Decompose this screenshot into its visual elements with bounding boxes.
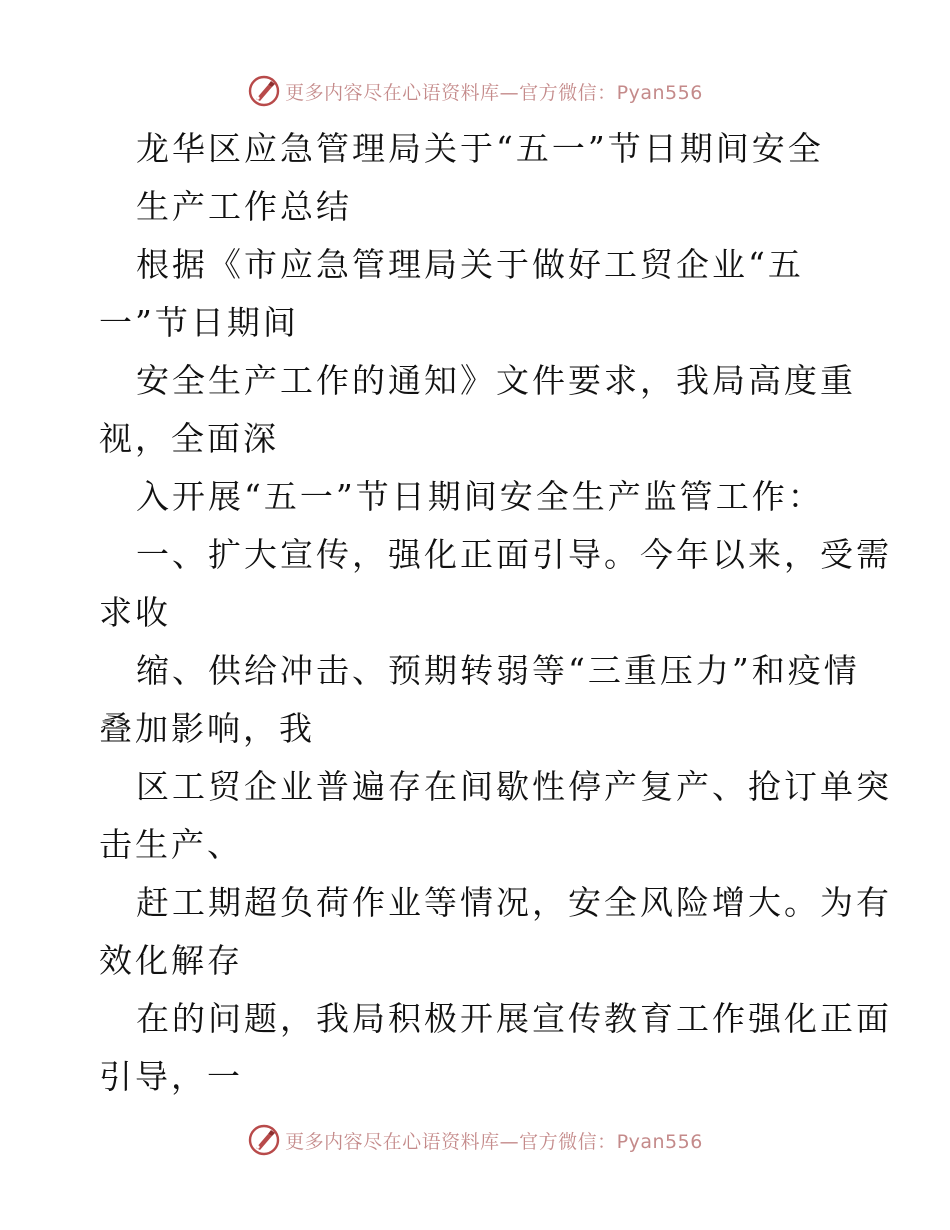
pen-logo-icon [247,74,281,108]
paragraph-line: 根据《市应急管理局关于做好工贸企业“五 [136,245,804,284]
paragraph-line: 一”节日期间 [99,303,299,342]
paragraph-line: 区工贸企业普遍存在间歇性停产复产、抢订单突 [136,767,892,806]
document-title-line-1: 龙华区应急管理局关于“五一”节日期间安全 [136,129,824,168]
paragraph-line: 引导，一 [99,1057,243,1096]
paragraph-line: 一、扩大宣传，强化正面引导。今年以来，受需 [136,535,892,574]
paragraph-line: 缩、供给冲击、预期转弱等“三重压力”和疫情 [136,651,860,690]
pen-logo-icon [247,1123,281,1157]
watermark-text: 更多内容尽在心语资料库—官方微信：Pyan556 [285,1130,703,1153]
document-title-line-2: 生产工作总结 [136,187,352,226]
paragraph-line: 赶工期超负荷作业等情况，安全风险增大。为有 [136,883,892,922]
header-watermark-banner [0,71,950,111]
paragraph-line: 效化解存 [99,941,243,980]
paragraph-line: 在的问题，我局积极开展宣传教育工作强化正面 [136,999,892,1038]
watermark-text: 更多内容尽在心语资料库—官方微信：Pyan556 [285,81,703,104]
paragraph-line: 击生产、 [99,825,243,864]
paragraph-line: 安全生产工作的通知》文件要求，我局高度重 [136,361,856,400]
paragraph-line: 入开展“五一”节日期间安全生产监管工作： [136,477,824,516]
footer-watermark-banner [0,1120,950,1160]
paragraph-line: 求收 [99,593,171,632]
paragraph-line: 叠加影响，我 [99,709,315,748]
paragraph-line: 视，全面深 [99,419,279,458]
